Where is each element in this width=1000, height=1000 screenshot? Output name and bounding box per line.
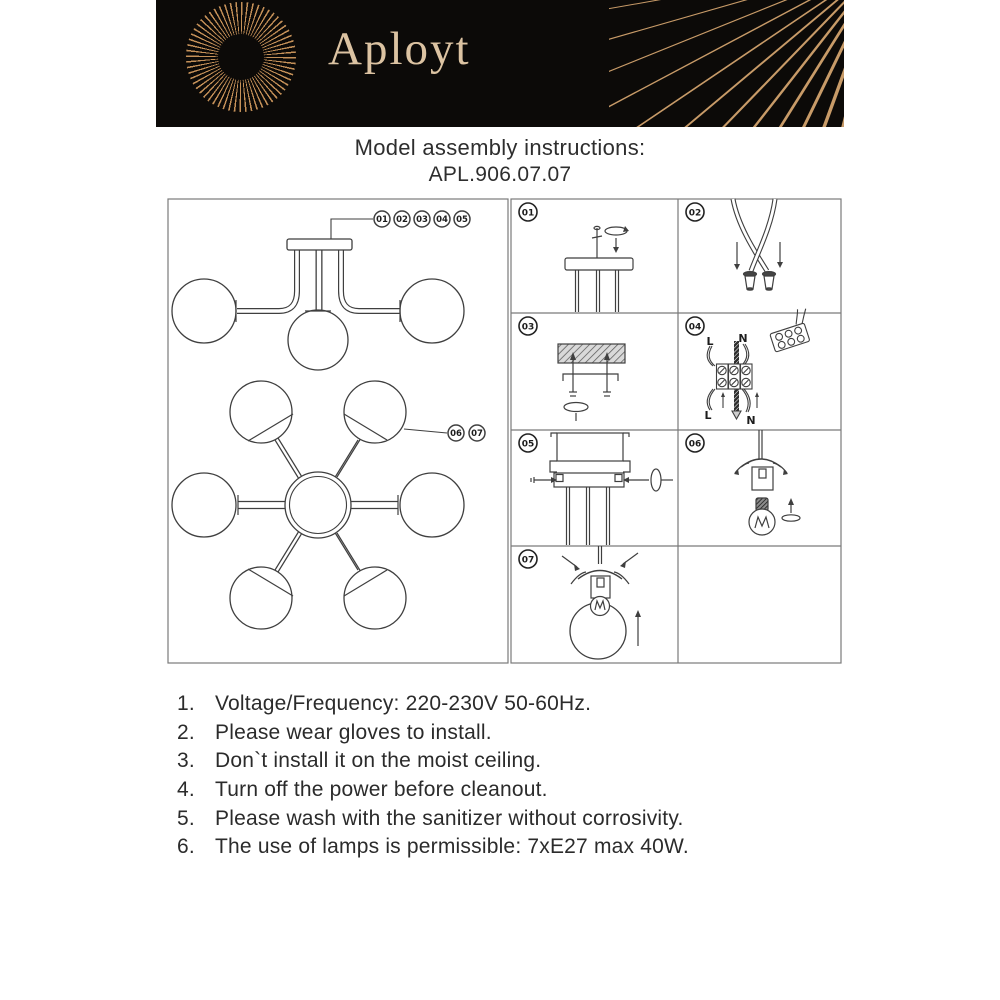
step-badge: 01 [521,208,535,219]
note-item [177,749,689,778]
callout-badge: 04 [436,215,448,225]
step-grid [511,199,841,663]
note-number: 6. [177,835,195,859]
note-number: 5. [177,806,195,830]
wire-label-neutral-bottom: N [746,414,756,427]
header-banner [156,0,844,127]
callout-badge: 05 [456,215,468,225]
note-text: The use of lamps is permissible: 7xE27 max 40W. [215,835,689,859]
callout-badge: 02 [396,215,408,225]
note-item [177,692,689,721]
callout-badge: 07 [471,429,483,439]
note-number: 3. [177,749,195,773]
note-text: Don`t install it on the moist ceiling. [215,749,542,773]
sunburst-center [218,34,264,80]
terminal-block [717,364,753,389]
callout-badge: 06 [450,429,462,439]
overview-panel [168,199,508,663]
brand-wordmark: Aployt [328,23,471,75]
step-badge: 06 [688,439,702,450]
page-title: Model assembly instructions: [354,135,646,160]
note-item [177,835,689,864]
wire-label-live-bottom: L [704,409,712,422]
note-number: 2. [177,720,195,744]
callout-badge: 03 [416,215,428,225]
step-badge: 03 [521,322,535,333]
note-text: Please wash with the sanitizer without corrosivity. [215,806,684,830]
step-badge: 07 [521,555,535,566]
callout-badge: 01 [376,215,388,225]
notes-list [177,692,689,864]
note-item [177,721,689,750]
note-text: Voltage/Frequency: 220-230V 50-60Hz. [215,692,592,715]
model-number: APL.906.07.07 [428,163,572,186]
step-badge: 02 [688,208,702,219]
note-number: 1. [177,692,195,715]
assembly-diagram [160,195,848,670]
wire-label-neutral-top: N [738,332,748,345]
note-text: Turn off the power before cleanout. [215,778,548,802]
wire-label-live-top: L [706,335,714,348]
note-number: 4. [177,778,195,802]
step-badge: 04 [688,322,702,333]
note-text: Please wear gloves to install. [215,720,492,744]
note-item [177,807,689,836]
decorative-rays-icon [609,0,844,127]
note-item [177,778,689,807]
step-badge: 05 [521,439,535,450]
